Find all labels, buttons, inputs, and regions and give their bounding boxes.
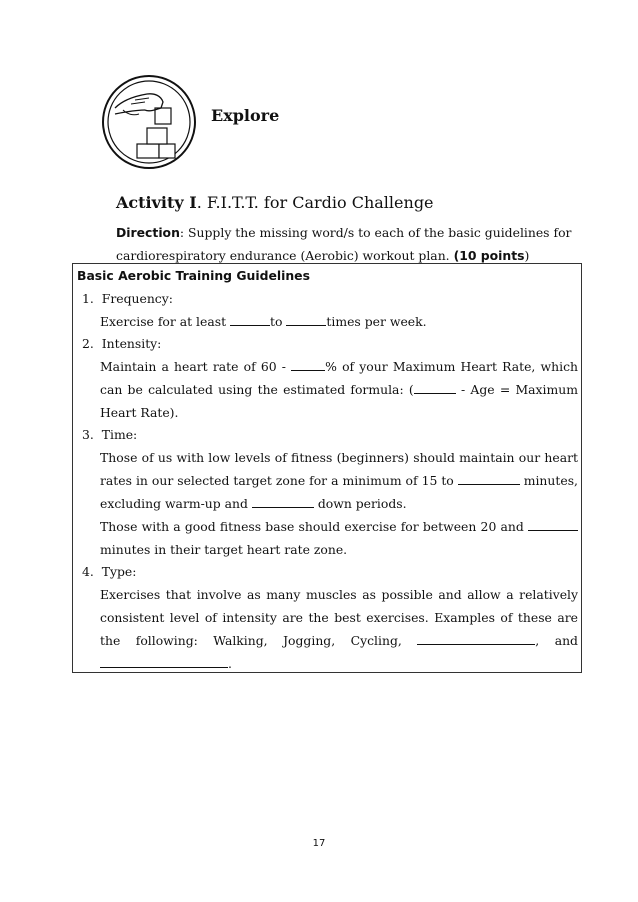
section-title: Explore (211, 106, 280, 125)
activity-direction (116, 221, 576, 267)
activity-title-bold: Activity I (116, 193, 197, 212)
item-frequency (82, 291, 173, 306)
answer-blank[interactable] (100, 655, 228, 668)
item-number: 3. (82, 427, 94, 442)
answer-blank[interactable] (458, 472, 520, 485)
answer-blank[interactable] (417, 632, 535, 645)
item-label: Time: (101, 427, 138, 442)
activity-title-rest: . F.I.T.T. for Cardio Challenge (196, 193, 434, 212)
item-label: Frequency: (101, 291, 173, 306)
guidelines-box (72, 263, 582, 673)
item-number: 4. (82, 564, 94, 579)
item-time (82, 427, 137, 442)
time-text: Those of us with low levels of fitness (beginners) should maintain our heart rates in our selected target zone for a minimum of 15 to minutes, excluding warm-up and down periods. Those with a good fitness base should exercise for between 20 and minutes in their target heart rate zone. (100, 450, 578, 557)
item-intensity (82, 336, 161, 351)
answer-blank[interactable] (414, 381, 456, 394)
item-number: 1. (82, 291, 94, 306)
item-label: Intensity: (101, 336, 162, 351)
item-label: Type: (101, 564, 137, 579)
activity-title (116, 193, 434, 212)
answer-blank[interactable] (291, 358, 325, 371)
answer-blank[interactable] (528, 518, 578, 531)
direction-label: Direction (116, 225, 180, 240)
guidelines-title: Basic Aerobic Training Guidelines (77, 268, 310, 283)
frequency-text: Exercise for at least to times per week. (100, 314, 427, 329)
answer-blank[interactable] (252, 495, 314, 508)
item-type (82, 564, 136, 579)
item-number: 2. (82, 336, 94, 351)
answer-blank[interactable] (230, 313, 270, 326)
points-close: ) (524, 248, 530, 263)
points-label: (10 points (453, 248, 525, 263)
hand-stacking-blocks-icon (101, 74, 197, 170)
page-number: 17 (312, 838, 326, 849)
type-text: Exercises that involve as many muscles as possible and allow a relatively consistent level of intensity are the best exercises. Examples of these are the following: Walking, Jogging, Cycling, , and . (100, 587, 578, 671)
answer-blank[interactable] (286, 313, 326, 326)
intensity-text: Maintain a heart rate of 60 - % of your Maximum Heart Rate, which can be calculated using the estimated formula: ( - Age = Maximum Heart Rate). (100, 359, 578, 420)
direction-text: : Supply the missing word/s to each of the basic guidelines for cardiorespiratory endurance (Aerobic) workout plan. (116, 225, 572, 263)
